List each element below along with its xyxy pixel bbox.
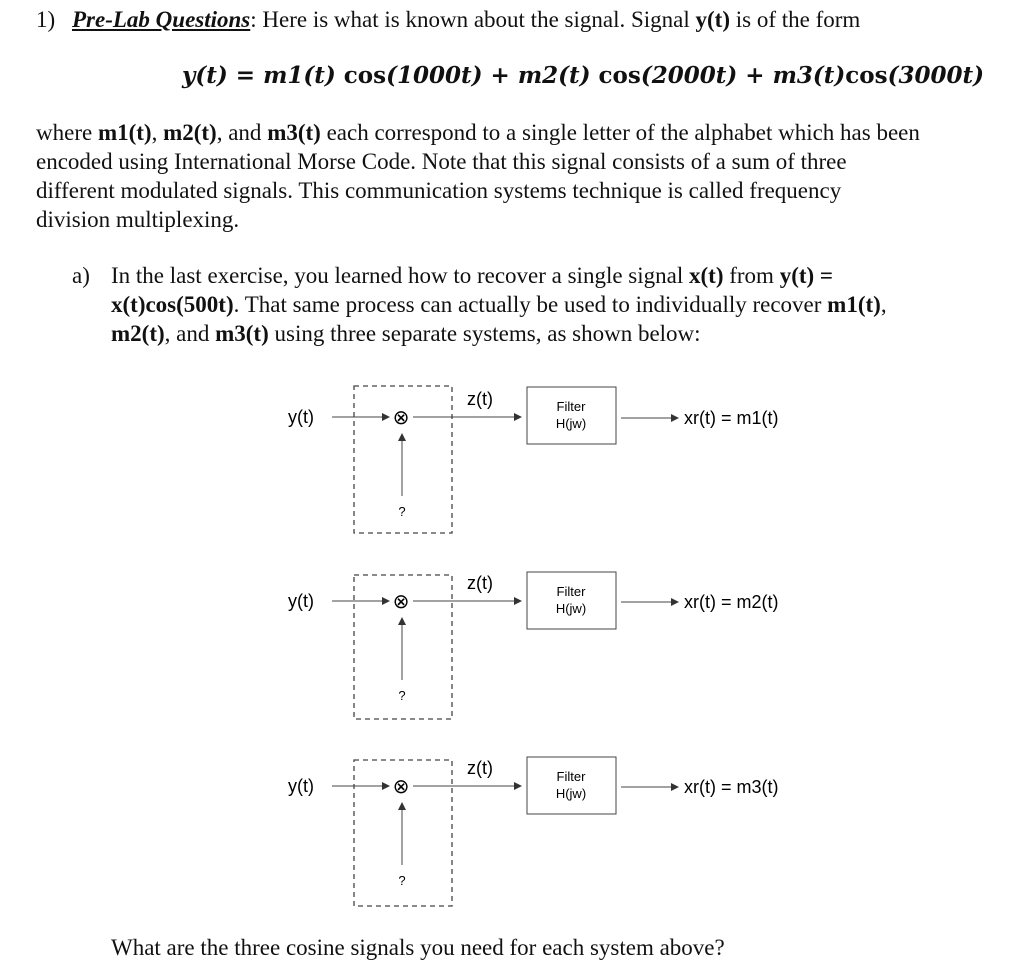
part-a-letter: a) xyxy=(72,263,90,288)
eq-term1-arg: (1000t) xyxy=(386,62,483,89)
filter-label: Filter xyxy=(556,769,586,784)
paragraph-m3: m3(t) xyxy=(267,120,321,145)
paragraph-line-4: division multiplexing. xyxy=(36,207,240,232)
part-a-m3: m3(t) xyxy=(215,321,269,346)
paragraph-m2: m2(t) xyxy=(163,120,217,145)
filter-label: Filter xyxy=(556,584,586,599)
part-a-text: . That same process can actually be used to individually recover xyxy=(233,292,828,317)
mixed-label: z(t) xyxy=(467,758,493,778)
paragraph-m1: m1(t) xyxy=(97,120,152,145)
filter-transfer-label: H(jw) xyxy=(555,601,587,616)
eq-lhs: y(t) xyxy=(182,62,228,89)
paragraph-text: where xyxy=(36,120,98,145)
part-a-text: from xyxy=(723,263,780,288)
part-a-text: using three separate systems, as shown below: xyxy=(268,321,701,346)
system-input-label: y(t) xyxy=(288,407,314,427)
mixed-label: z(t) xyxy=(467,389,493,409)
part-a-m1: m1(t) xyxy=(827,292,881,317)
filter-label: Filter xyxy=(556,399,586,414)
paragraph-text: , xyxy=(151,120,164,145)
filter-transfer-label: H(jw) xyxy=(555,786,587,801)
system-1 xyxy=(288,386,779,533)
multiplier-icon: ⊗ xyxy=(392,407,410,429)
filter-transfer-label: H(jw) xyxy=(555,416,587,431)
eq-equals: = xyxy=(227,62,264,89)
eq-term3-arg: (3000t) xyxy=(887,62,984,89)
paragraph-line-2: encoded using International Morse Code. Note that this signal consists of a sum of three xyxy=(36,149,847,174)
eq-plus1: + xyxy=(482,62,518,89)
part-a-m2: m2(t) xyxy=(111,321,165,346)
eq-term1-cos: cos xyxy=(335,62,387,89)
eq-term2-arg: (2000t) xyxy=(640,62,738,89)
question-number: 1) xyxy=(36,7,56,32)
eq-term2-cos: cos xyxy=(590,62,641,89)
question-intro-part2: is of the form xyxy=(729,7,861,32)
part-a-text: In the last exercise, you learned how to recover a single signal xyxy=(111,263,689,288)
final-question: What are the three cosine signals you need for each system above? xyxy=(111,935,725,960)
multiplier-icon: ⊗ xyxy=(392,776,410,798)
carrier-label: ? xyxy=(398,504,406,519)
part-a-text: , xyxy=(880,292,887,317)
eq-plus2: + xyxy=(737,62,773,89)
multiplier-icon: ⊗ xyxy=(392,591,410,613)
system-3 xyxy=(288,757,779,906)
output-label: xr(t) = m2(t) xyxy=(684,592,779,612)
part-a-text: , and xyxy=(164,321,216,346)
part-a-xcos: x(t)cos(500t) xyxy=(111,292,234,317)
output-label: xr(t) = m1(t) xyxy=(684,408,779,428)
system-input-label: y(t) xyxy=(288,591,314,611)
question-intro-signal: y(t) xyxy=(695,7,730,32)
carrier-label: ? xyxy=(398,688,406,703)
system-2 xyxy=(288,572,779,719)
eq-term1-message: m1(t) xyxy=(263,62,336,89)
eq-term3-cos: cos xyxy=(845,62,888,89)
part-a-x: x(t) xyxy=(689,263,724,288)
mixed-label: z(t) xyxy=(467,573,493,593)
carrier-label: ? xyxy=(398,873,406,888)
eq-term2-message: m2(t) xyxy=(517,62,591,89)
part-a-y: y(t) = xyxy=(779,263,834,288)
system-input-label: y(t) xyxy=(288,776,314,796)
question-title: Pre-Lab Questions xyxy=(72,7,251,32)
eq-term3-message: m3(t) xyxy=(772,62,846,89)
paragraph-text: each correspond to a single letter of the alphabet which has been xyxy=(320,120,920,145)
paragraph-text: , and xyxy=(216,120,268,145)
paragraph-line-3: different modulated signals. This communication systems technique is called frequency xyxy=(36,178,842,203)
output-label: xr(t) = m3(t) xyxy=(684,777,779,797)
question-intro-part1: : Here is what is known about the signal. Signal xyxy=(250,7,696,32)
